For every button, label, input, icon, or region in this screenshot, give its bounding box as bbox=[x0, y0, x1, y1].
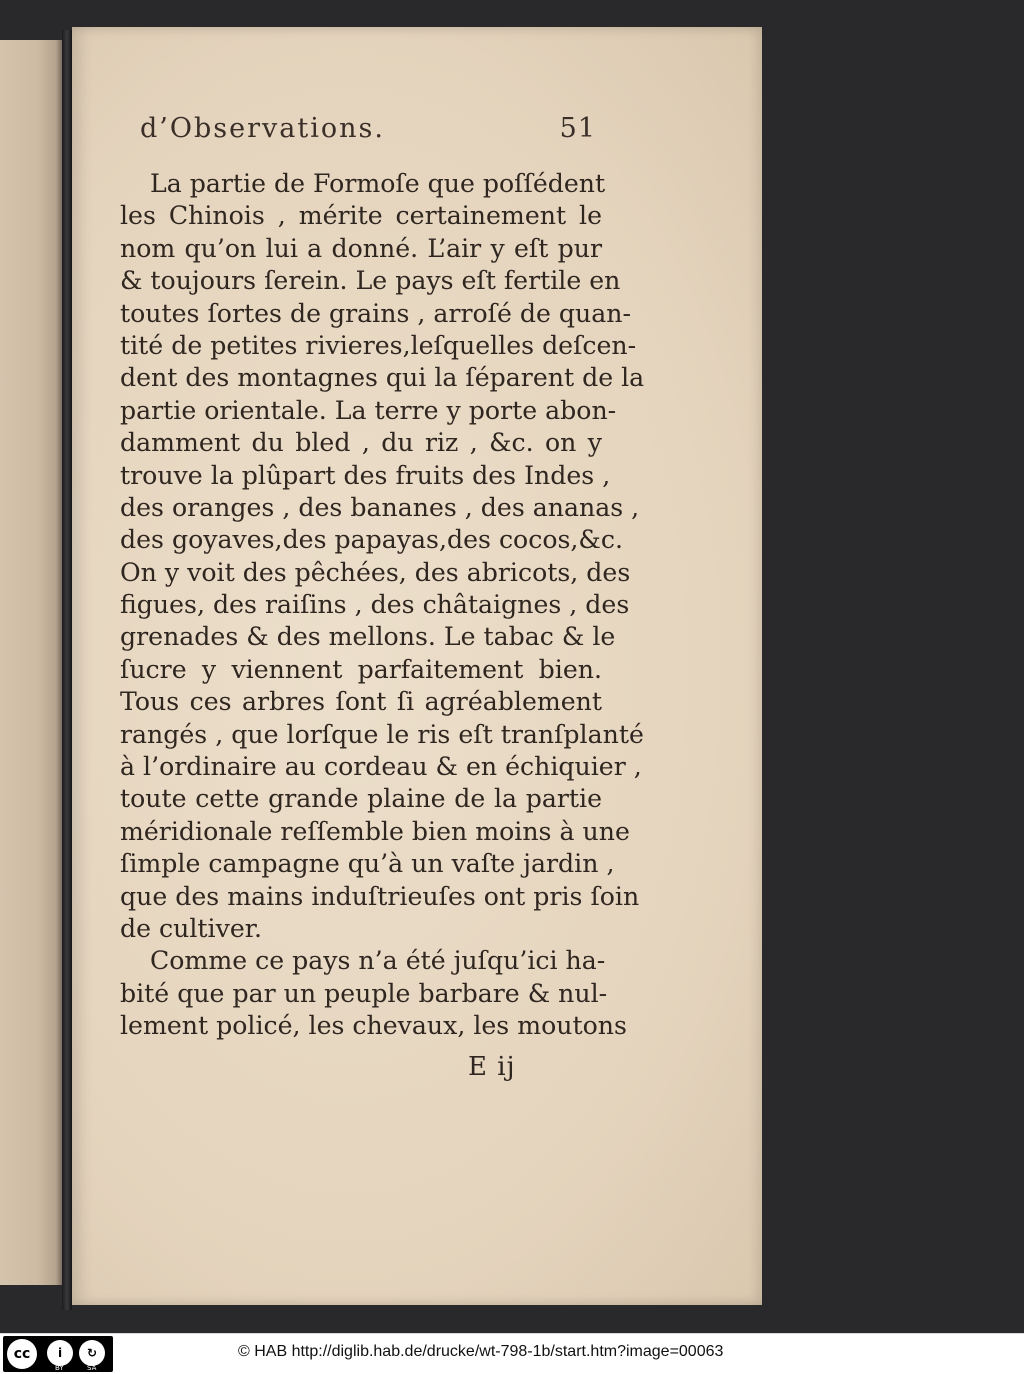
text-line: Tous ces arbres ſont ſi agréablement bbox=[120, 687, 602, 717]
text-line: ſucre y viennent parfaitement bien. bbox=[120, 654, 602, 684]
text-line: & toujours ſerein. Le pays eſt fertile en bbox=[120, 266, 621, 296]
license-sa-label: SA bbox=[87, 1364, 97, 1372]
text-line: On y voit des pêchées, des abricots, des bbox=[120, 557, 631, 587]
text-line: toute cette grande plaine de la partie bbox=[120, 784, 602, 814]
text-line: grenades & des mellons. Le tabac & le bbox=[120, 622, 616, 652]
text-line: rangés , que lorſque le ris eſt tranſplanté bbox=[120, 719, 644, 749]
text-line: damment du bled , du riz , &c. on y bbox=[120, 428, 602, 458]
text-line: ſimple campagne qu’à un vaſte jardin , bbox=[120, 849, 615, 879]
text-line: de cultiver. bbox=[120, 913, 263, 943]
text-line: dent des montagnes qui la ſéparent de la bbox=[120, 363, 645, 393]
body-text bbox=[120, 168, 645, 1043]
text-line: Comme ce pays n’a été juſqu’ici ha- bbox=[150, 946, 606, 976]
text-line: trouve la plûpart des fruits des Indes , bbox=[120, 460, 611, 490]
text-line: des oranges , des bananes , des ananas , bbox=[120, 492, 640, 522]
book-gutter bbox=[62, 30, 72, 1310]
attribution-icon: i bbox=[47, 1340, 73, 1366]
text-line: à l’ordinaire au cordeau & en échiquier , bbox=[120, 752, 642, 782]
text-line: La partie de Formoſe que poſſédent bbox=[150, 169, 606, 198]
text-line: bité que par un peuple barbare & nul- bbox=[120, 978, 608, 1008]
copyright-credit: © HAB http://diglib.hab.de/drucke/wt-798-1b/start.htm?image=00063 bbox=[238, 1343, 724, 1360]
text-line: les Chinois , mérite certainement le bbox=[120, 201, 602, 231]
signature-mark: E ij bbox=[468, 1052, 516, 1082]
text-line: lement policé, les chevaux, les moutons bbox=[120, 1011, 627, 1041]
text-line: tité de petites rivieres,leſquelles deſcen- bbox=[120, 330, 637, 360]
text-line: partie orientale. La terre y porte abon- bbox=[120, 395, 617, 425]
cc-license-badge[interactable] bbox=[3, 1336, 113, 1372]
cc-icon: cc bbox=[7, 1339, 37, 1369]
share-alike-icon: ↻ bbox=[79, 1340, 105, 1366]
running-head bbox=[140, 113, 610, 149]
footer-bar bbox=[0, 1333, 1024, 1374]
page-number: 51 bbox=[559, 113, 596, 144]
license-by-label: BY bbox=[55, 1364, 64, 1372]
text-line: méridionale reſſemble bien moins à une bbox=[120, 816, 630, 846]
text-line: toutes ſortes de grains , arroſé de quan- bbox=[120, 298, 632, 328]
text-line: nom qu’on lui a donné. L’air y eſt pur bbox=[120, 233, 602, 263]
running-head-title: d’Observations. bbox=[140, 113, 385, 144]
text-line: que des mains induſtrieuſes ont pris ſoin bbox=[120, 881, 640, 911]
text-line: des goyaves,des papayas,des cocos,&c. bbox=[120, 525, 623, 555]
text-line: figues, des raiſins , des châtaignes , des bbox=[120, 590, 630, 620]
facing-page-edge bbox=[0, 40, 62, 1285]
